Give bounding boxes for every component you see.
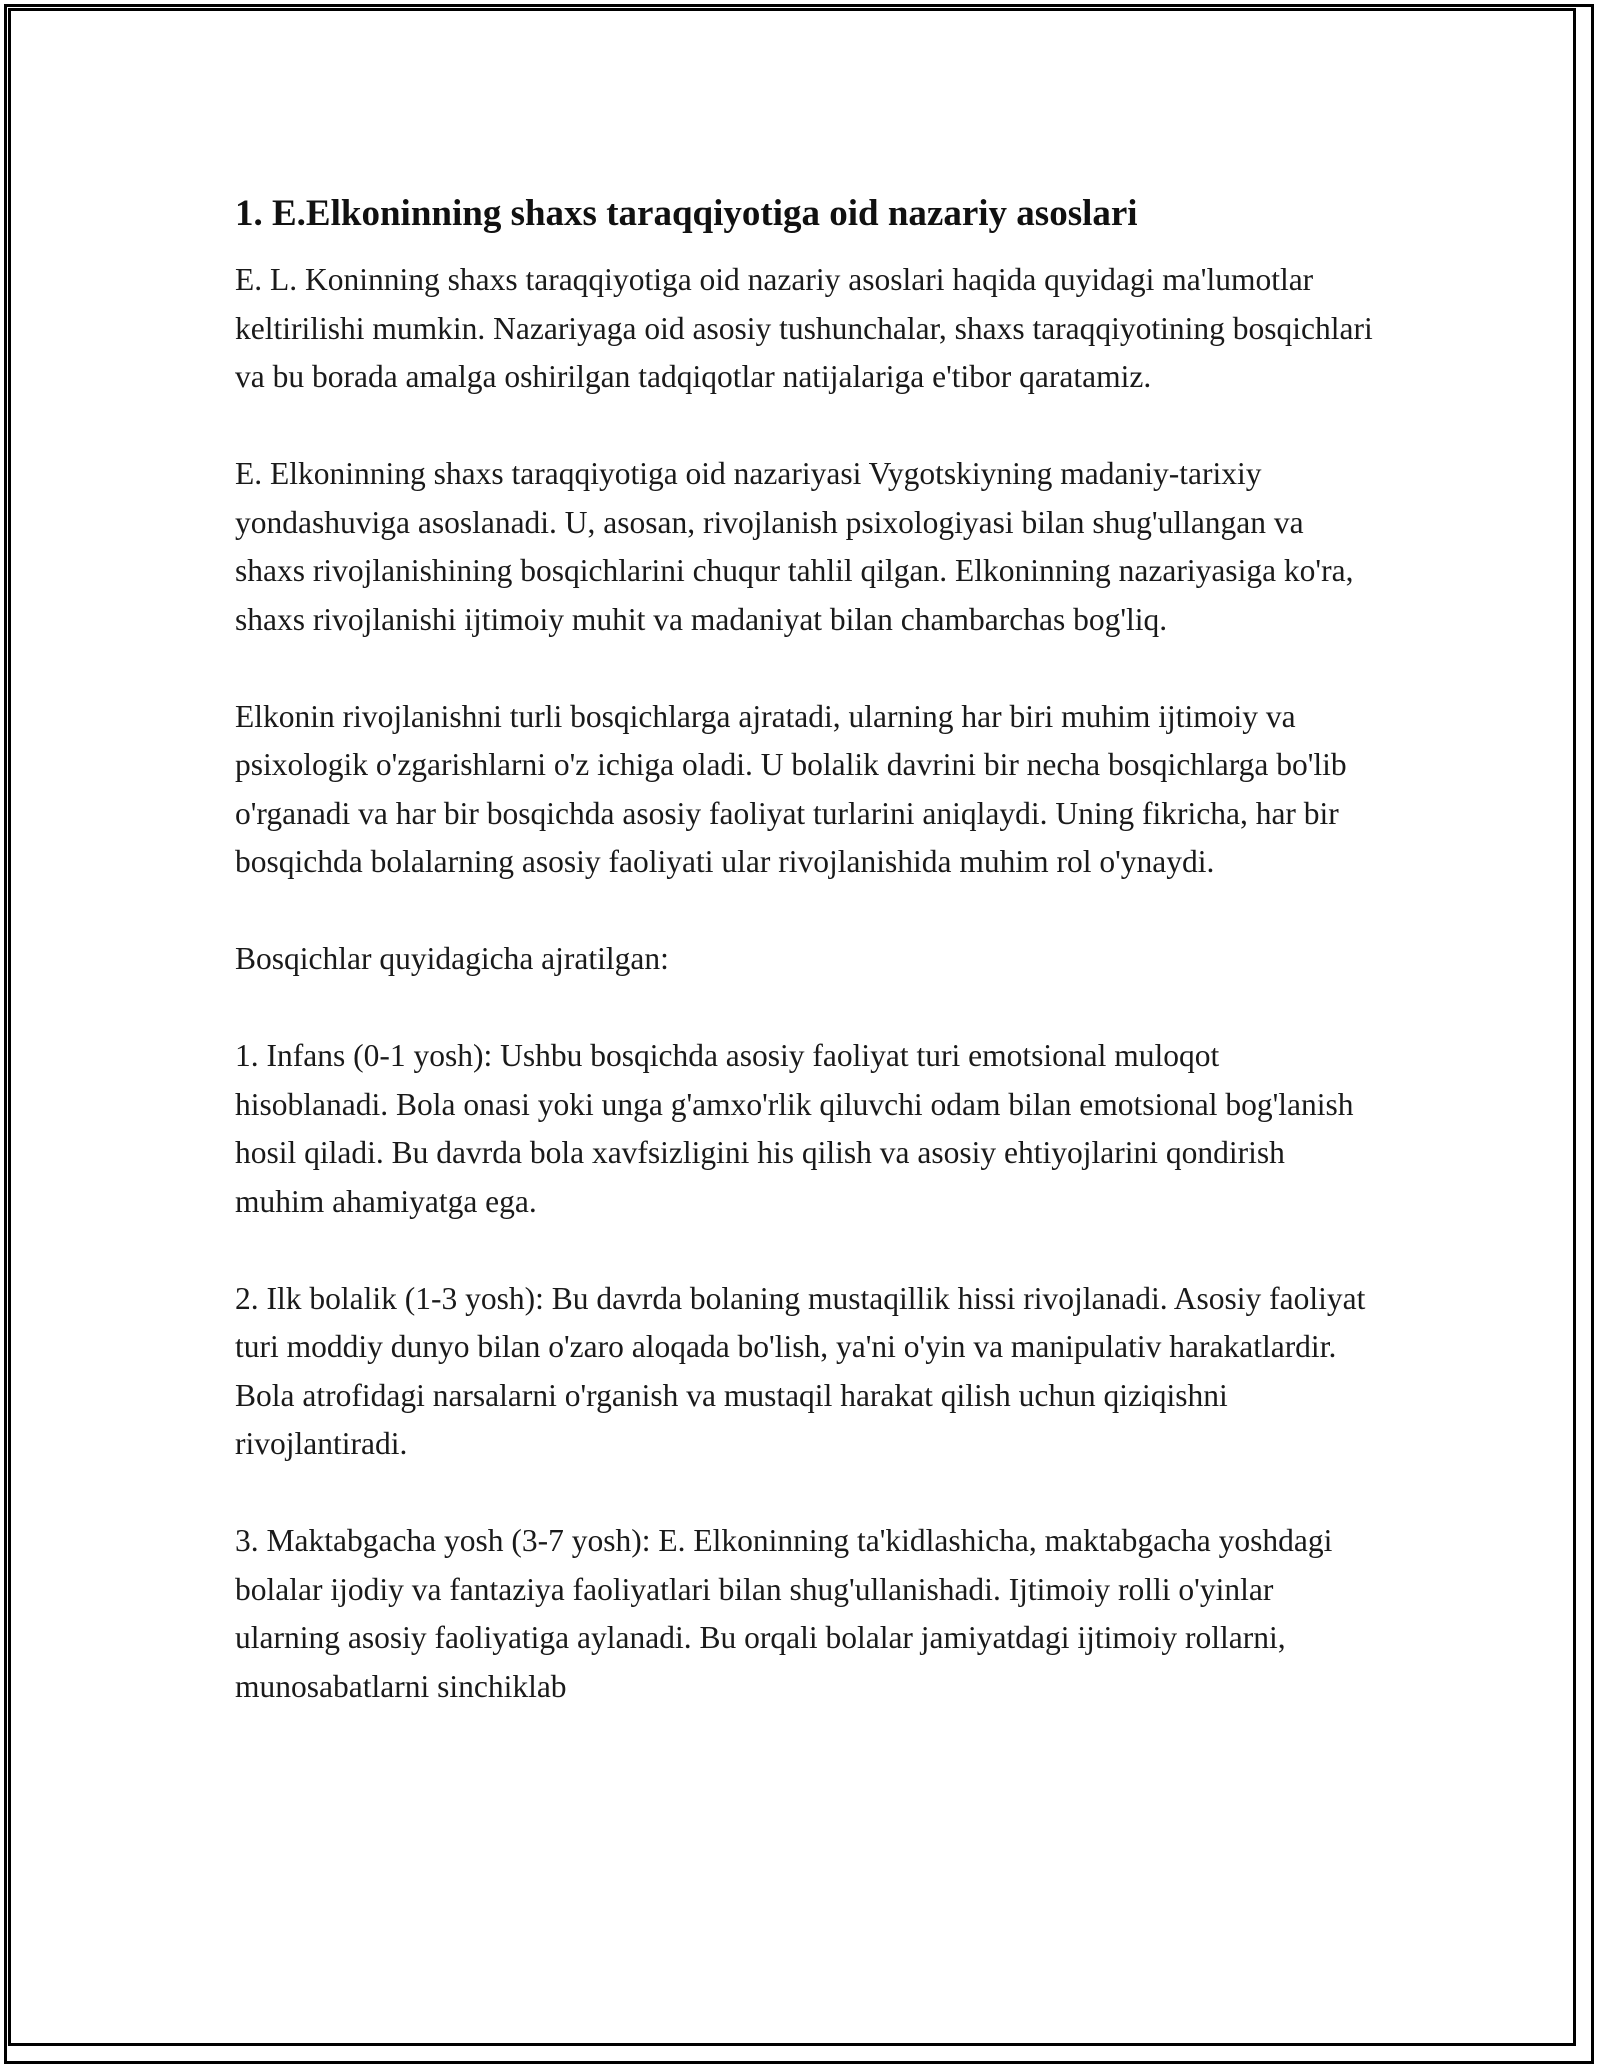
paragraph-theory-basis: E. Elkoninning shaxs taraqqiyotiga oid nazariyasi Vygotskiyning madaniy-tarixiy yondashuviga asoslanadi. U, asosan, rivojlanish psixologiyasi bilan shug'ullangan va shaxs rivojlanishining bosqichlarini chuqur tahlil qilgan. Elkoninning nazariyasiga ko'ra, shaxs rivojlanishi ijtimoiy muhit va madaniyat bilan chambarchas bog'liq. <box>235 456 1354 637</box>
section-heading: 1. E.Elkoninning shaxs taraqqiyotiga oid nazariy asoslari <box>235 193 1138 234</box>
paragraph-intro: E. L. Koninning shaxs taraqqiyotiga oid nazariy asoslari haqida quyidagi ma'lumotlar keltirilishi mumkin. Nazariyaga oid asosiy tushunchalar, shaxs taraqqiyotining bosqichlari va bu borada amalga oshirilgan tadqiqotlar natijalariga e'tibor qaratamiz. <box>235 262 1373 394</box>
paragraph-stage-infancy: 1. Infans (0-1 yosh): Ushbu bosqichda asosiy faoliyat turi emotsional muloqot hisoblanadi. Bola onasi yoki unga g'amxo'rlik qiluvchi odam bilan emotsional bog'lanish hosil qiladi. Bu davrda bola xavfsizligini his qilish va asosiy ehtiyojlarini qondirish muhim ahamiyatga ega. <box>235 1038 1354 1219</box>
paragraph-stage-early-childhood: 2. Ilk bolalik (1-3 yosh): Bu davrda bolaning mustaqillik hissi rivojlanadi. Asosiy faoliyat turi moddiy dunyo bilan o'zaro aloqada bo'lish, ya'ni o'yin va manipulativ harakatlardir. Bola atrofidagi narsalarni o'rganish va mustaqil harakat qilish uchun qiziqishni rivojlantiradi. <box>235 1280 1366 1461</box>
paragraph-stages-overview: Elkonin rivojlanishni turli bosqichlarga ajratadi, ularning har biri muhim ijtimoiy va psixologik o'zgarishlarni o'z ichiga oladi. U bolalik davrini bir necha bosqichlarga bo'lib o'rganadi va har bir bosqichda asosiy faoliyat turlarini aniqlaydi. Uning fikricha, har bir bosqichda bolalarning asosiy faoliyati ular rivojlanishida muhim rol o'ynaydi. <box>235 698 1347 879</box>
document-body <box>235 186 1375 1711</box>
paragraph-stages-intro: Bosqichlar quyidagicha ajratilgan: <box>235 941 669 976</box>
paragraph-stage-preschool: 3. Maktabgacha yosh (3-7 yosh): E. Elkoninning ta'kidlashicha, maktabgacha yoshdagi bolalar ijodiy va fantaziya faoliyatlari bilan shug'ullanishadi. Ijtimoiy rolli o'yinlar ularning asosiy faoliyatiga aylanadi. Bu orqali bolalar jamiyatdagi ijtimoiy rollarni, munosabatlarni sinchiklab <box>235 1523 1333 1704</box>
